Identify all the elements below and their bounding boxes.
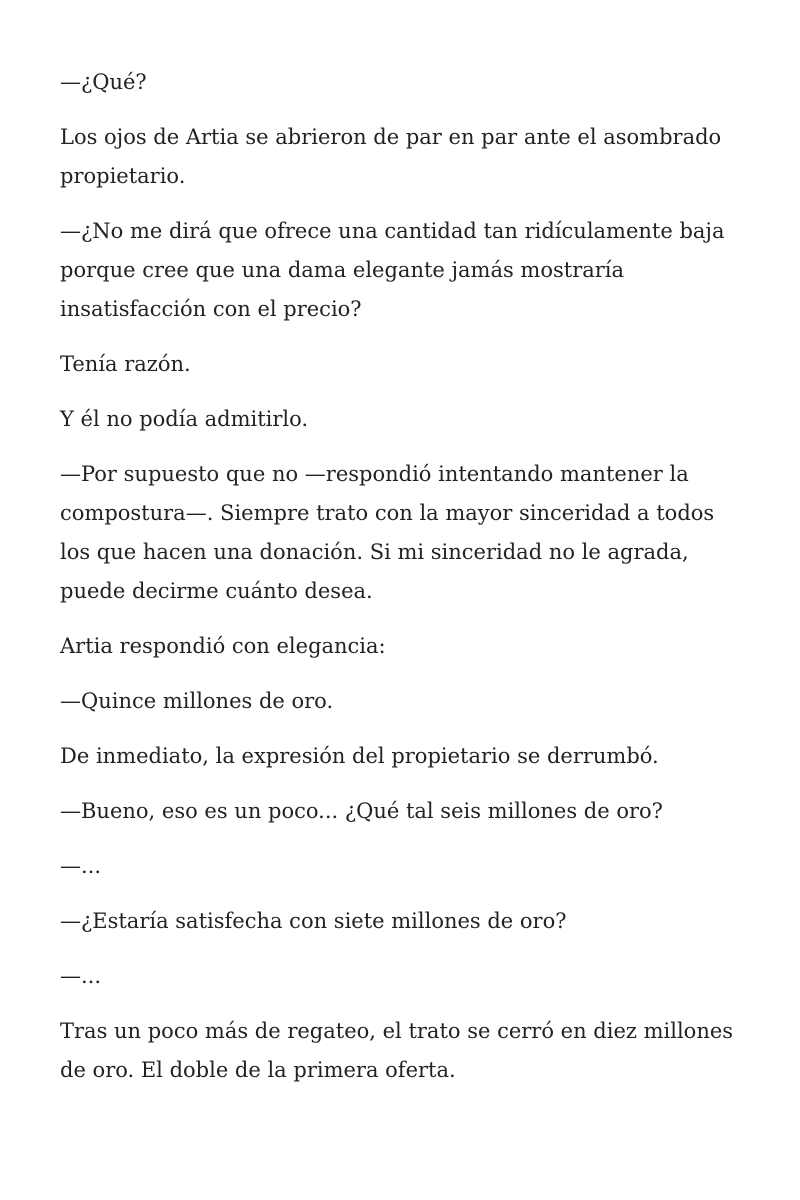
paragraph: —Quince millones de oro. xyxy=(60,689,334,713)
paragraph: Los ojos de Artia se abrieron de par en par ante el asombrado propietario. xyxy=(60,125,722,188)
paragraph: Tras un poco más de regateo, el trato se cerró en diez millones de oro. El doble de la primera oferta. xyxy=(60,1019,734,1082)
paragraph: —Bueno, eso es un poco... ¿Qué tal seis millones de oro? xyxy=(60,799,663,823)
paragraph: De inmediato, la expresión del propietario se derrumbó. xyxy=(60,744,659,768)
paragraph: —¿Estaría satisfecha con siete millones de oro? xyxy=(60,909,567,933)
paragraph: —¿Qué? xyxy=(60,70,147,94)
paragraph: —... xyxy=(60,964,102,988)
paragraph: Y él no podía admitirlo. xyxy=(60,407,309,431)
paragraph: —... xyxy=(60,854,102,878)
paragraph: —¿No me dirá que ofrece una cantidad tan ridículamente baja porque cree que una dama elegante jamás mostraría insatisfacción con el precio? xyxy=(60,219,725,321)
paragraph: Tenía razón. xyxy=(60,352,191,376)
paragraph: —Por supuesto que no —respondió intentando mantener la compostura—. Siempre trato con la mayor sinceridad a todos los que hacen una donación. Si mi sinceridad no le agrada, puede decirme cuánto desea. xyxy=(60,462,715,603)
paragraph: Artia respondió con elegancia: xyxy=(60,634,386,658)
